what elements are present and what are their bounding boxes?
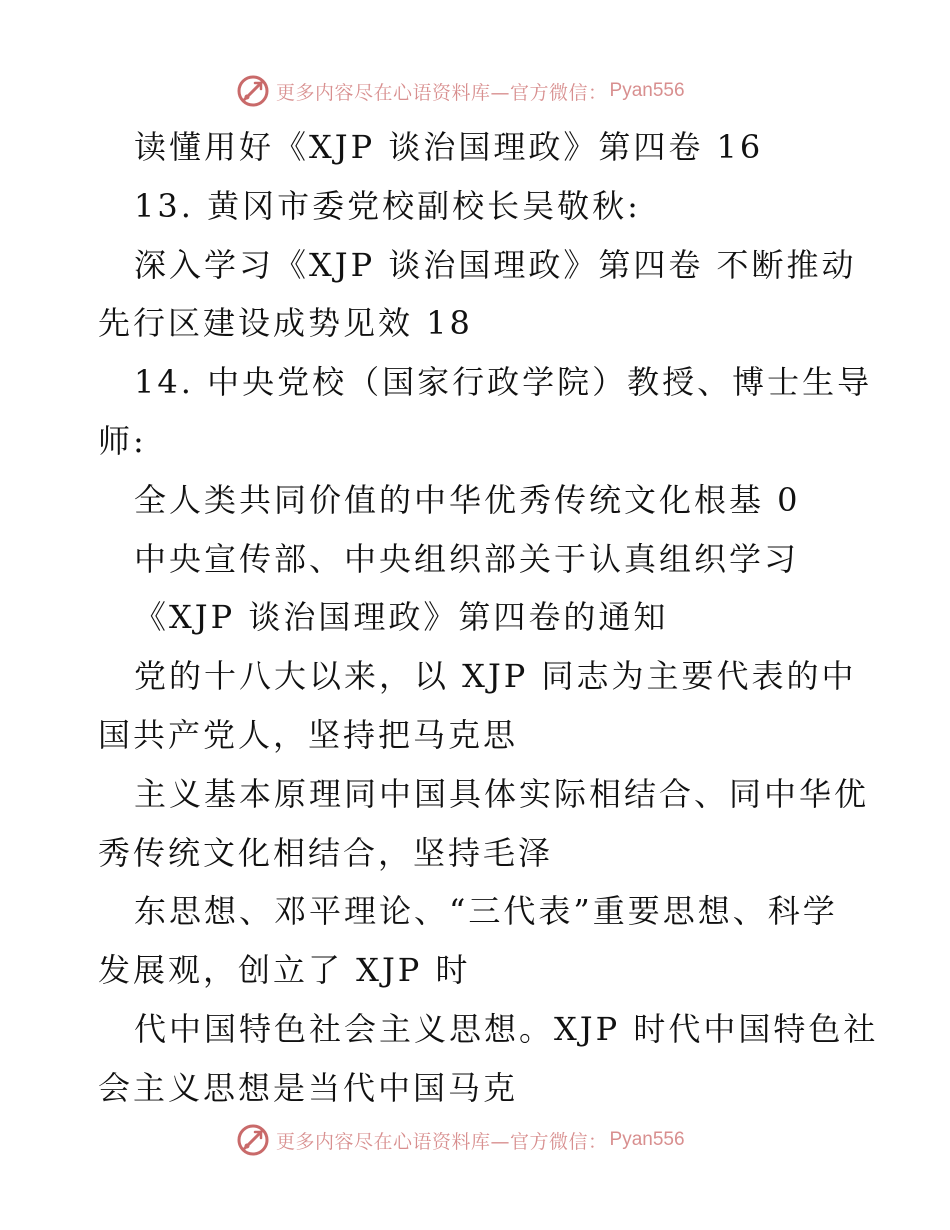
watermark-id: Pyan556 [609,1129,685,1150]
watermark-id: Pyan556 [609,80,685,101]
text-line: 代中国特色社会主义思想。XJP 时代中国特色社 [134,1009,879,1048]
watermark-text: 更多内容尽在心语资料库—官方微信： [276,1130,608,1153]
document-body [98,118,879,1118]
text-line: 全人类共同价值的中华优秀传统文化根基 0 [134,480,801,519]
watermark-text: 更多内容尽在心语资料库—官方微信： [276,81,608,104]
header-watermark [236,72,685,110]
text-line: 《XJP 谈治国理政》第四卷的通知 [134,598,669,637]
text-line: 深入学习《XJP 谈治国理政》第四卷 不断推动 [134,245,857,284]
text-line: 读懂用好《XJP 谈治国理政》第四卷 16 [134,128,764,166]
text-line: 中央宣传部、中央组织部关于认真组织学习 [134,539,800,578]
footer-watermark [236,1121,685,1159]
text-line: 党的十八大以来，以 XJP 同志为主要代表的中 [134,657,857,696]
text-line: 13. 黄冈市委党校副校长吴敬秋: [134,186,641,225]
text-line: 14. 中央党校（国家行政学院）教授、博士生导 [134,363,873,402]
text-line: 国共产党人，坚持把马克思 [98,715,519,754]
text-line: 先行区建设成势见效 18 [98,304,473,343]
text-line: 东思想、邓平理论、“三代表”重要思想、科学 [134,892,838,931]
logo-icon [236,1123,270,1157]
text-line: 师: [98,421,147,460]
text-line: 会主义思想是当代中国马克 [98,1068,519,1107]
text-line: 发展观，创立了 XJP 时 [98,951,471,990]
text-line: 主义基本原理同中国具体实际相结合、同中华优 [134,774,870,813]
text-line: 秀传统文化相结合，坚持毛泽 [98,833,554,872]
logo-icon [236,74,270,108]
